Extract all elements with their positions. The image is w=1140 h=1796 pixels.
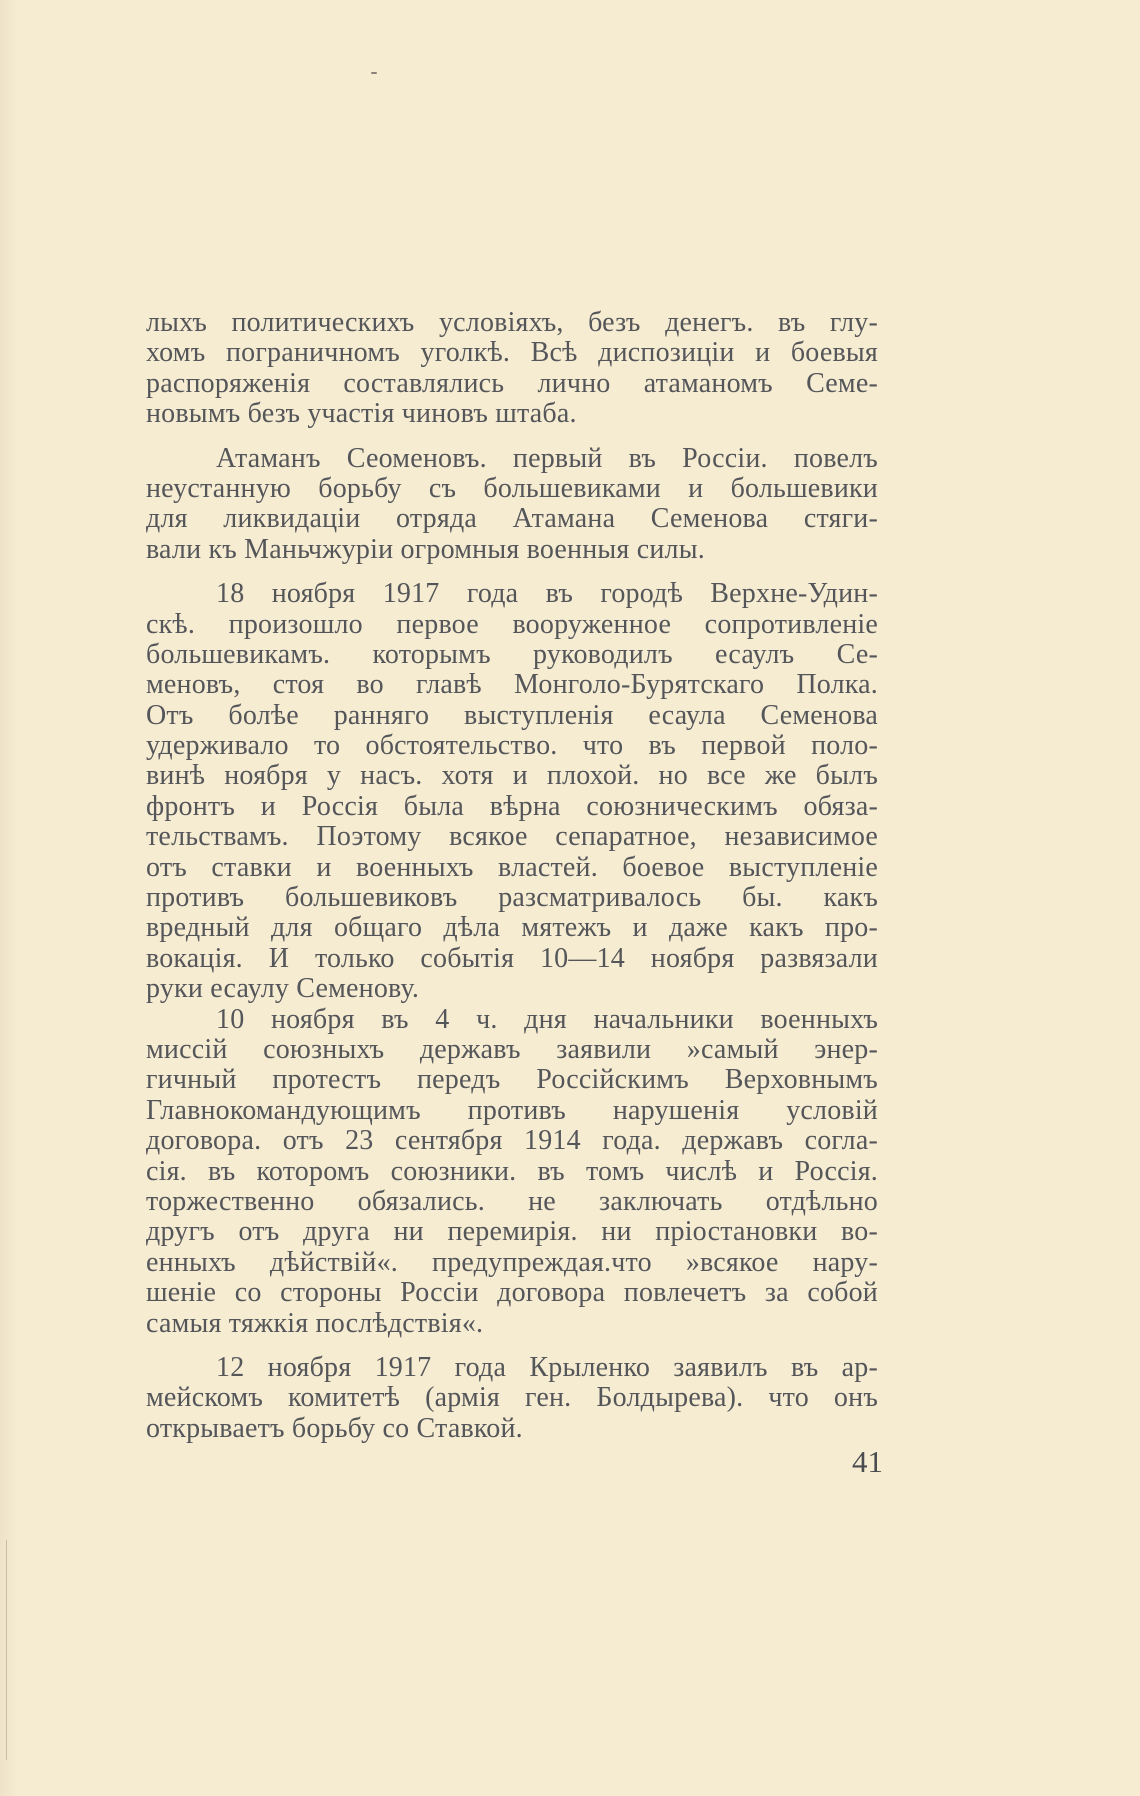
text-line: для ликвидаціи отряда Атамана Семенова стяги- bbox=[146, 504, 878, 535]
text-line: фронтъ и Россія была вѣрна союзническимъ обяза- bbox=[146, 791, 878, 822]
paragraph bbox=[146, 1005, 878, 1339]
text-line: меновъ, стоя во главѣ Монголо-Бурятскаго Полка. bbox=[146, 670, 878, 701]
text-line: сія. въ которомъ союзники. въ томъ числѣ и Россія. bbox=[146, 1156, 878, 1187]
text-line: распоряженія составлялись лично атаманомъ Семе- bbox=[146, 368, 878, 399]
text-line: миссій союзныхъ державъ заявили »самый энер- bbox=[146, 1034, 878, 1065]
text-line: торжественно обязались. не заключать отдѣльно bbox=[146, 1186, 878, 1217]
text-line: удерживало то обстоятельство. что въ первой поло- bbox=[146, 731, 878, 762]
text-line: енныхъ дѣйствій«. предупреждая.что »всякое нару- bbox=[146, 1247, 878, 1278]
text-line: договора. отъ 23 сентября 1914 года. державъ согла- bbox=[146, 1126, 878, 1157]
text-line: открываетъ борьбу со Ставкой. bbox=[146, 1413, 523, 1444]
page-edge-mark bbox=[6, 1540, 7, 1760]
text-line: отъ ставки и военныхъ властей. боевое выступленіе bbox=[146, 852, 878, 883]
paragraph bbox=[146, 1353, 878, 1444]
text-line: вали къ Маньчжуріи огромныя военныя силы. bbox=[146, 534, 705, 565]
text-line: противъ большевиковъ разсматривалось бы. какъ bbox=[146, 883, 878, 914]
text-line: другъ отъ друга ни перемирія. ни пріостановки во- bbox=[146, 1217, 878, 1248]
text-line: вокація. И только событія 10—14 ноября развязали bbox=[146, 943, 878, 974]
page-number: 41 bbox=[852, 1444, 883, 1479]
paragraph-gap bbox=[146, 565, 878, 579]
text-line: новымъ безъ участія чиновъ штаба. bbox=[146, 399, 577, 430]
body-text bbox=[146, 308, 878, 1444]
text-line: 10 ноября въ 4 ч. дня начальники военныхъ bbox=[216, 1004, 878, 1035]
text-line: неустанную борьбу съ большевиками и большевики bbox=[146, 473, 878, 504]
text-line: винѣ ноября у насъ. хотя и плохой. но все же былъ bbox=[146, 761, 878, 792]
paragraph-gap bbox=[146, 1339, 878, 1353]
text-line: 18 ноября 1917 года въ городѣ Верхне-Удин- bbox=[216, 579, 878, 610]
text-line: 12 ноября 1917 года Крыленко заявилъ въ ар- bbox=[216, 1352, 878, 1383]
text-line: скѣ. произошло первое вооруженное сопротивленіе bbox=[146, 609, 878, 640]
text-line: руки есаулу Семенову. bbox=[146, 974, 420, 1005]
text-line: мейскомъ комитетѣ (армія ген. Болдырева). что онъ bbox=[146, 1383, 878, 1414]
text-line: Отъ болѣе ранняго выступленія есаула Семенова bbox=[146, 700, 878, 731]
text-line: лыхъ политическихъ условіяхъ, безъ денегъ. въ глу- bbox=[146, 308, 878, 338]
text-line: шеніе со стороны Россіи договора повлечетъ за собой bbox=[146, 1278, 878, 1309]
paragraph bbox=[146, 308, 878, 430]
paragraph bbox=[146, 579, 878, 1004]
text-line: вредный для общаго дѣла мятежъ и даже какъ про- bbox=[146, 913, 878, 944]
text-line: большевикамъ. которымъ руководилъ есаулъ Се- bbox=[146, 639, 878, 670]
paragraph bbox=[146, 444, 878, 566]
text-line: самыя тяжкія послѣдствія«. bbox=[146, 1308, 484, 1339]
paragraph-gap bbox=[146, 430, 878, 444]
text-line: Главнокомандующимъ противъ нарушенія условій bbox=[146, 1095, 878, 1126]
text-line: тельствамъ. Поэтому всякое сепаратное, независимое bbox=[146, 822, 878, 853]
text-line: хомъ пограничномъ уголкѣ. Всѣ диспозиціи и боевыя bbox=[146, 338, 878, 369]
ink-speck bbox=[371, 72, 377, 74]
text-line: Атаманъ Сеоменовъ. первый въ Россіи. повелъ bbox=[216, 443, 878, 474]
text-line: гичный протестъ передъ Россійскимъ Верховнымъ bbox=[146, 1065, 878, 1096]
